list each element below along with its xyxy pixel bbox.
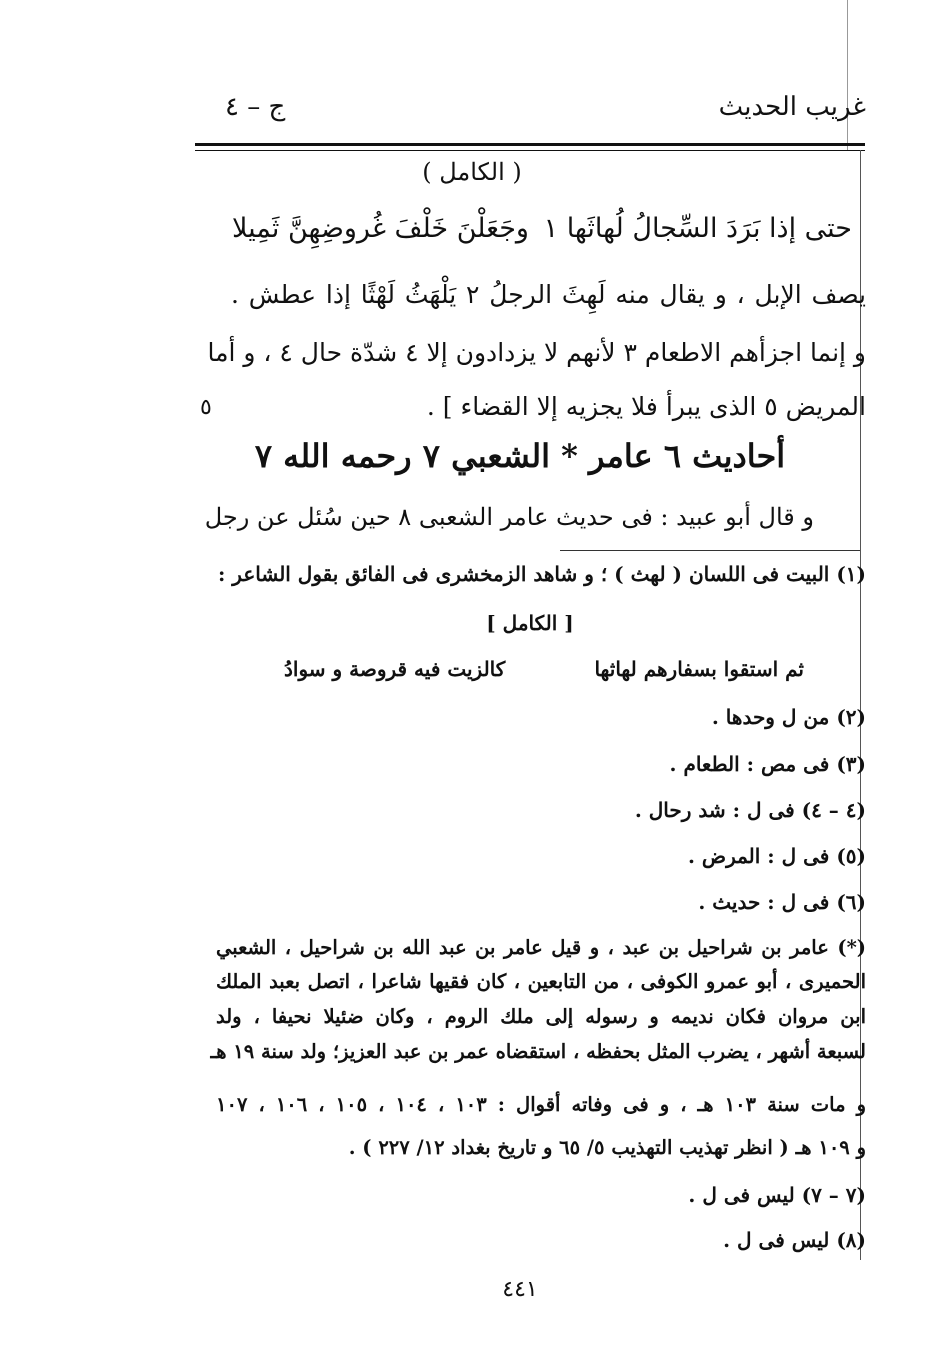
footnote-5: (٥) فى ل : المرض . (687, 844, 866, 868)
running-header-title: غريب الحديث (718, 92, 866, 122)
verse-first-hemistich: حتى إذا بَرَدَ السِّجالُ لُهاثَها ١ (543, 213, 852, 244)
footnote-bio-line-3: ابن مروان فكان نديمه و رسوله إلى ملك الروم ، وكان ضئيلا نحيفا ، ولد (216, 1005, 866, 1028)
verse-second-hemistich: وجَعَلْنَ خَلْفَ غُروضِهِنَّ ثَمِيلا (232, 213, 529, 244)
footnote-bio-line-4: لسبعة أشهر ، يضرب المثل بحفظه ، استقضاه عمر بن عبد العزيز؛ ولد سنة ١٩ هـ (210, 1040, 866, 1063)
footnote-bio-line-5: و مات سنة ١٠٣ هـ ، و فى وفاته أقوال : ١٠٣ ، ١٠٤ ، ١٠٥ ، ١٠٦ ، ١٠٧ (216, 1093, 867, 1116)
footnote-6: (٦) فى ل : حديث . (698, 890, 866, 914)
page-number: ٤٤١ (502, 1277, 538, 1302)
header-rule-thin (195, 150, 865, 151)
footnote-1: (١) البيت فى اللسان ( لهث ) ؛ و شاهد الزمخشرى فى الفائق بقول الشاعر : (217, 562, 866, 586)
body-line-3: المريض ٥ الذى يبرأ فلا يجزيه إلا القضاء ] . (426, 392, 866, 421)
footnote-8: (٨) ليس فى ل . (723, 1228, 866, 1252)
footnote-verse-second: كالزيت فيه قروصة و سوادُ (284, 657, 506, 681)
footnote-bio-line-1: (*) عامر بن شراحيل بن عبد ، و قيل عامر بن عبد الله بن شراحيل ، الشعبي (216, 936, 866, 959)
footnote-bio-line-6: و ١٠٩ هـ ( انظر تهذيب التهذيب ٥/ ٦٥ و تاريخ بغداد ١٢/ ٢٢٧ ) . (348, 1136, 866, 1159)
footnote-verse-first: ثم استقوا بسفارهم لهاثها (594, 657, 804, 681)
footnote-4: (٤ – ٤) فى ل : شد رحال . (634, 798, 866, 822)
section-heading: أحاديث ٦ عامر * الشعبي ٧ رحمه الله ٧ (254, 437, 786, 475)
footnote-3: (٣) فى مص : الطعام . (669, 752, 866, 776)
footnote-7: (٧ – ٧) ليس فى ل . (688, 1183, 866, 1207)
footnote-1-verse (284, 657, 804, 681)
body-line-1: يصف الإبل ، و يقال منه لَهِثَ الرجلُ ٢ يَلْهَثُ لَهْثًا إذا عطش . (231, 280, 866, 309)
body-line-2: و إنما اجزأهم الاطعام ٣ لأنهم لا يزدادون إلا ٤ شدّة حال ٤ ، و أما (207, 338, 866, 367)
footnote-2: (٢) من ل وحدها . (711, 705, 866, 729)
footnote-separator (560, 550, 860, 551)
poetry-verse (232, 213, 852, 244)
meter-label: ( الكامل ) (422, 158, 522, 186)
page-edge-top (847, 0, 848, 150)
running-header-volume: ج – ٤ (225, 92, 286, 122)
header-rule-thick (195, 143, 865, 146)
footnote-1-meter: [ الكامل ] (486, 611, 574, 635)
margin-line-number: ٥ (200, 395, 212, 420)
intro-line: و قال أبو عبيد : فى حديث عامر الشعبى ٨ حين سُئل عن رجل (204, 503, 814, 531)
footnote-bio-line-2: الحميرى ، أبو عمرو الكوفى ، من التابعين ، كان فقيها شاعرا ، اتصل بعبد الملك (216, 970, 866, 993)
